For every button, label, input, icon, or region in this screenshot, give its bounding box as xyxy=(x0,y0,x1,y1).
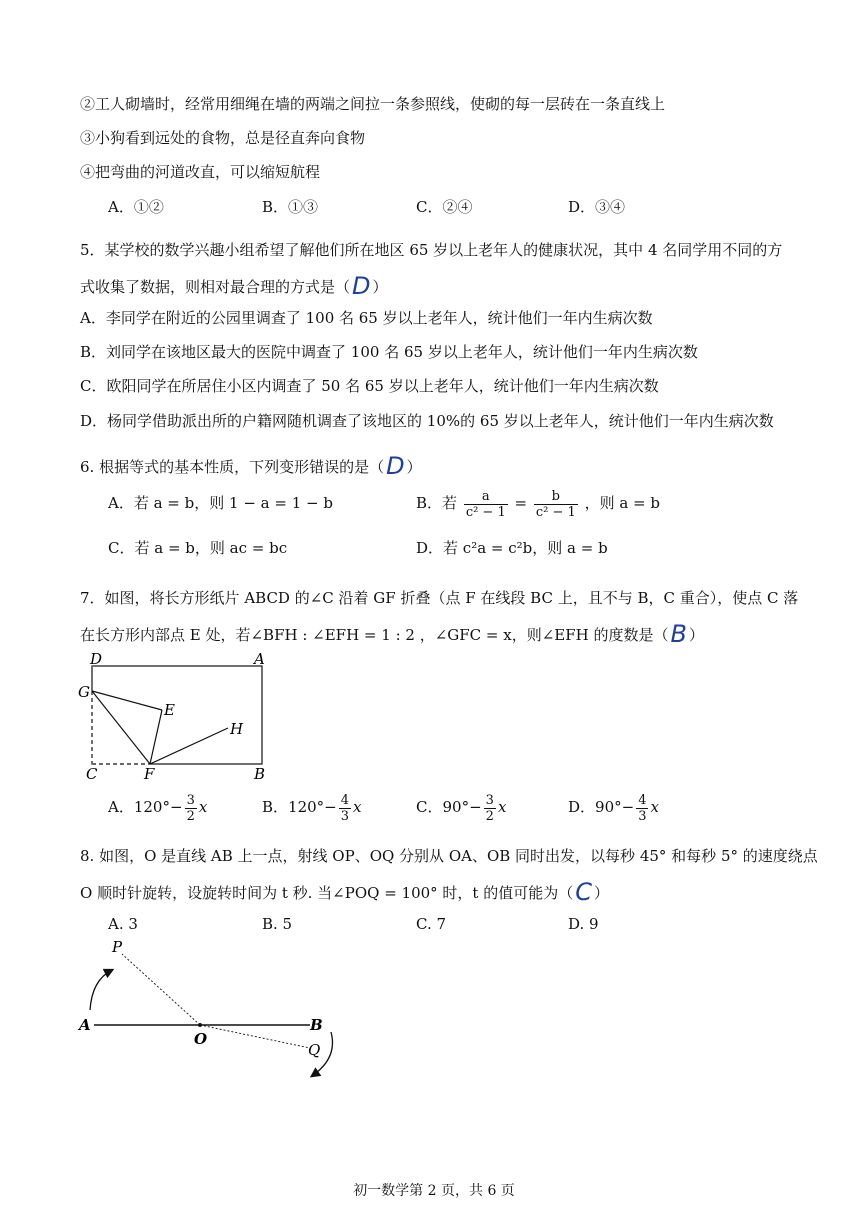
label-q: Q xyxy=(308,1041,321,1059)
label-o: O xyxy=(194,1030,208,1048)
q7-a-minus: − xyxy=(169,798,183,816)
q6-b-suffix: ，则 a = b xyxy=(584,494,660,512)
q7-c-degree: 90° xyxy=(442,798,470,816)
q6-option-c: C．若 a = b，则 ac = bc xyxy=(108,539,288,557)
q4-item-4: ④把弯曲的河道改直，可以缩短航程 xyxy=(80,163,321,181)
q7-b-den: 3 xyxy=(340,808,350,824)
q7-d-minus: − xyxy=(621,798,635,816)
q7-a-degree: 120° xyxy=(133,798,170,816)
q7-d-letter: D． xyxy=(568,798,596,816)
q8-close-paren: ） xyxy=(594,884,610,902)
segment-gf xyxy=(92,691,150,764)
q6-stem-text: 6. 根据等式的基本性质，下列变形错误的是（ xyxy=(80,458,385,476)
q6-b-frac2-num: b xyxy=(534,489,578,505)
q7-option-c xyxy=(416,790,506,824)
q7-c-fraction xyxy=(484,793,496,824)
q7-option-b xyxy=(262,790,362,824)
q5-option-c: C．欧阳同学在所居住小区内调查了 50 名 65 岁以上老年人，统计他们一年内生病次数 xyxy=(80,377,659,395)
q6-b-frac1-den: c² − 1 xyxy=(465,504,506,520)
q4-item-3: ③小狗看到远处的食物，总是径直奔向食物 xyxy=(80,129,366,147)
q6-b-equals: = xyxy=(514,494,528,512)
q5-option-a: A．李同学在附近的公园里调查了 100 名 65 岁以上老年人，统计他们一年内生病次数 xyxy=(80,309,653,327)
q7-c-letter: C． xyxy=(416,798,443,816)
q7-c-den: 2 xyxy=(485,808,494,824)
q7-c-var: x xyxy=(497,798,507,816)
q6-handwritten-answer: D xyxy=(386,452,405,480)
q7-stem-line2 xyxy=(80,620,704,648)
q7-a-den: 2 xyxy=(186,808,195,824)
q4-option-b: B．①③ xyxy=(262,198,319,216)
q7-d-degree: 90° xyxy=(595,798,622,816)
q7-b-var: x xyxy=(353,798,362,816)
label-c: C xyxy=(86,765,98,783)
q6-b-fraction-right xyxy=(534,489,578,520)
q7-b-degree: 120° xyxy=(288,798,325,816)
q5-handwritten-answer: D xyxy=(352,272,371,300)
label-g: G xyxy=(78,683,90,701)
q7-c-num: 3 xyxy=(485,792,494,808)
q7-d-var: x xyxy=(650,798,659,816)
rectangle-abcd xyxy=(92,666,262,764)
q7-b-letter: B． xyxy=(262,798,289,816)
q8-option-c: C. 7 xyxy=(416,915,447,933)
q8-option-a: A. 3 xyxy=(108,915,138,933)
q6-close-paren: ） xyxy=(406,458,422,476)
q6-option-a: A．若 a = b，则 1 − a = 1 − b xyxy=(108,494,333,512)
q7-close-paren: ） xyxy=(688,626,704,644)
q4-item-2: ②工人砌墙时，经常用细绳在墙的两端之间拉一条参照线，使砌的每一层砖在一条直线上 xyxy=(80,95,666,113)
q7-option-a xyxy=(108,790,207,824)
label-a: A xyxy=(254,650,265,668)
q8-option-b: B. 5 xyxy=(262,915,293,933)
label-b: B xyxy=(254,765,266,783)
q6-option-d: D．若 c²a = c²b，则 a = b xyxy=(416,539,608,557)
q7-a-letter: A． xyxy=(108,798,134,816)
q7-a-fraction xyxy=(185,793,197,824)
q5-stem-line2 xyxy=(80,272,388,300)
point-o xyxy=(198,1023,202,1027)
q7-d-num: 4 xyxy=(638,792,647,808)
q4-option-a: A．①② xyxy=(108,198,164,216)
q8-stem-line2 xyxy=(80,878,610,906)
q7-d-den: 3 xyxy=(638,808,647,824)
q8-handwritten-answer: C xyxy=(575,878,592,906)
segment-fh xyxy=(150,728,228,764)
q8-rotation-diagram xyxy=(76,936,356,1086)
q6-stem xyxy=(80,452,422,480)
q7-rectangle-diagram xyxy=(76,648,286,784)
label-a: A xyxy=(79,1016,91,1034)
q7-d-fraction xyxy=(636,793,648,824)
q6-option-b xyxy=(416,484,660,522)
segment-ef xyxy=(150,710,162,764)
label-b: B xyxy=(310,1016,323,1034)
q7-handwritten-answer: B xyxy=(670,620,687,648)
q6-b-prefix: B．若 xyxy=(416,494,458,512)
q7-c-minus: − xyxy=(469,798,482,816)
q4-option-d: D．③④ xyxy=(568,198,626,216)
q7-b-minus: − xyxy=(324,798,337,816)
q7-stem-line1: 7．如图，将长方形纸片 ABCD 的∠C 沿着 GF 折叠（点 F 在线段 BC 上，且不与 B，C 重合），使点 C 落 xyxy=(80,589,799,607)
ray-oq-dotted xyxy=(200,1025,310,1048)
q8-stem-text: O 顺时针旋转，设旋转时间为 t 秒. 当∠POQ = 100° 时，t 的值可能为（ xyxy=(80,884,574,902)
q6-b-fraction-left xyxy=(464,489,508,520)
ray-op-dotted xyxy=(122,954,200,1025)
q5-option-b: B．刘同学在该地区最大的医院中调查了 100 名 65 岁以上老年人，统计他们一年内生病次数 xyxy=(80,343,698,361)
label-p: P xyxy=(112,938,123,956)
q4-option-c: C．②④ xyxy=(416,198,473,216)
q5-option-d: D．杨同学借助派出所的户籍网随机调查了该地区的 10%的 65 岁以上老年人，统计他们一年内生病次数 xyxy=(80,412,774,430)
q7-stem-text: 在长方形内部点 E 处，若∠BFH : ∠EFH = 1 : 2 ，∠GFC = x，则∠EFH 的度数是（ xyxy=(80,626,669,644)
page-footer: 初一数学第 2 页，共 6 页 xyxy=(353,1183,515,1199)
q5-stem-line1: 5．某学校的数学兴趣小组希望了解他们所在地区 65 岁以上老年人的健康状况，其中 4 名同学用不同的方 xyxy=(80,241,783,259)
q6-b-frac1-num: a xyxy=(464,489,508,505)
rotation-arrow-p xyxy=(90,970,112,1010)
segment-ge xyxy=(92,691,162,710)
label-h: H xyxy=(230,720,244,738)
q7-a-var: x xyxy=(198,798,208,816)
label-e: E xyxy=(164,701,175,719)
q7-a-num: 3 xyxy=(186,792,195,808)
q5-stem-text: 式收集了数据，则相对最合理的方式是（ xyxy=(80,278,351,296)
label-d: D xyxy=(90,650,103,668)
q5-close-paren: ） xyxy=(372,278,388,296)
q8-stem-line1: 8. 如图，O 是直线 AB 上一点，射线 OP、OQ 分别从 OA、OB 同时出发，以每秒 45° 和每秒 5° 的速度绕点 xyxy=(80,847,818,865)
q6-b-frac2-den: c² − 1 xyxy=(535,504,576,520)
q8-option-d: D. 9 xyxy=(568,915,599,933)
q7-option-d xyxy=(568,790,659,824)
q7-b-fraction xyxy=(339,793,351,824)
q7-b-num: 4 xyxy=(340,792,350,808)
label-f: F xyxy=(144,765,155,783)
